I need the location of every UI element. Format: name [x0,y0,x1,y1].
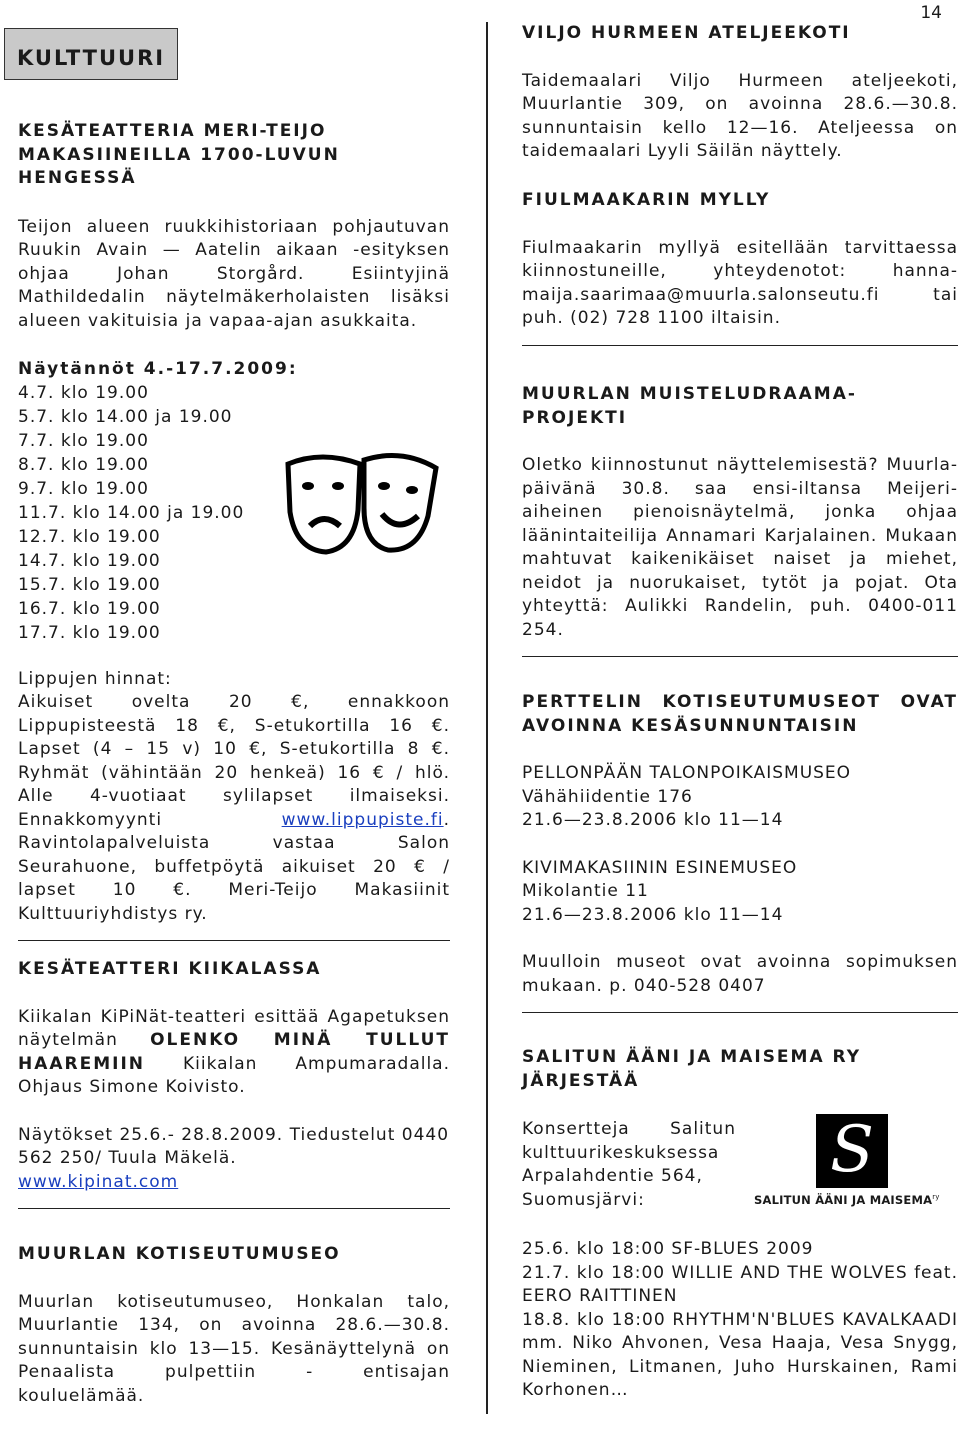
show-date: 17.7. klo 19.00 [18,622,161,643]
logo-letter: S [830,1113,874,1187]
show-date: 14.7. klo 19.00 [18,550,161,571]
show-date: 9.7. klo 19.00 [18,478,149,499]
hurme-heading: VILJO HURMEEN ATELJEEKOTI [522,23,851,43]
heading-line: AVOINNA KESÄSUNNUNTAISIN [522,715,859,736]
separator-rule [522,656,958,657]
show-date: 16.7. klo 19.00 [18,598,161,619]
kotiseutumuseo-article [18,1243,450,1408]
kiikala-text [18,1006,450,1100]
heading-line: MAKASIINEILLA 1700-LUVUN [18,144,340,165]
logo-name: SALITUN ÄÄNI JA MAISEMA [754,1192,933,1207]
heading-line: SALITUN ÄÄNI JA MAISEMA RY [522,1047,862,1067]
muistelu-heading [522,383,958,430]
show-date: 4.7. klo 19.00 [18,382,149,403]
salitun-logo [754,1114,958,1210]
fiulmaakari-text: Fiulmaakarin myllyä esitellään tarvittaessa kiinnostuneille, yhteydenotot: hanna-maija.saarimaa@muurla.salonseutu.fi tai puh. (02) 728 1100 iltaisin. [522,237,958,328]
show-date: 7.7. klo 19.00 [18,430,149,451]
prices-heading: Lippujen hinnat: [18,668,172,689]
show-date: 11.7. klo 14.00 ja 19.00 [18,502,245,523]
show-date: 8.7. klo 19.00 [18,454,149,475]
intro-line: Arpalahdentie 564, [522,1166,703,1186]
prices-text-part: . Ravintolapalveluista vastaa Salon Seurahuone, buffetpöytä aikuiset 20 € / lapset 10 €. Meri-Teijo Makasiinit Kulttuuriyhdistys ry. [18,809,450,924]
hurme-text: Taidemaalari Viljo Hurmeen ateljeekoti, Muurlantie 309, on avoinna 28.6.—30.8. sunnuntaisin kello 12—16. Ateljeessa on taidemaalari Lyyli Säilän näyttely. [522,70,958,161]
museum-line: 21.6—23.8.2006 klo 11—14 [522,810,784,830]
heading-line: MUURLAN MUISTELUDRAAMA- [522,384,857,404]
separator-rule [18,1208,450,1209]
pertteli-heading [522,691,958,738]
show-date: 12.7. klo 19.00 [18,526,161,547]
kiikala-text-part: Kiikalan KiPiNät-teatteri esittää Agapetuksen näytelmän [18,1006,450,1050]
theatre-masks-icon [284,452,440,556]
show-date: 15.7. klo 19.00 [18,574,161,595]
heading-line: PROJEKTI [522,407,628,428]
hurme-article [522,22,958,164]
museum-line: KIVIMAKASIININ ESINEMUSEO [522,857,798,878]
column-divider [486,22,488,1414]
kiikala-shows: Näytökset 25.6.- 28.8.2009. Tiedustelut 0440 562 250/ Tuula Mäkelä. [18,1124,450,1168]
fiulmaakari-heading: FIULMAAKARIN MYLLY [522,190,771,210]
logo-suffix: ry [932,1193,940,1201]
lippupiste-link[interactable]: www.lippupiste.fi [281,809,444,830]
kotiseutumuseo-text: Muurlan kotiseutumuseo, Honkalan talo, Muurlantie 134, on avoinna 28.6.—30.8. sunnuntaisin klo 13—15. Kesänäyttelynä on Penaalista pulpettiin - entisajan kouluelämää. [18,1291,450,1406]
museum-kivimakasiini [522,857,958,928]
kipinat-link[interactable]: www.kipinat.com [18,1171,179,1192]
pertteli-article [522,691,958,1013]
museum-line: 21.6—23.8.2006 klo 11—14 [522,904,784,925]
heading-line: JÄRJESTÄÄ [522,1070,640,1091]
muistelu-text: Oletko kiinnostunut näyttelemisestä? Muurla-päivänä 30.8. saa ensi-iltansa Meijeri-aiheinen pienoisnäytelmä, jonka ohjaa läänintaiteilija Annamari Karjalainen. Mukaan mahtuvat kaikenikäiset naiset ja miehet, neidot ja nuorukaiset, tytöt ja pojat. Ota yhteyttä: Aulikki Randelin, puh. 0400-011 254. [522,455,958,640]
play-title: OLENKO MINÄ TULLUT HAAREMIIN [18,1030,451,1074]
kiikala-article [18,958,450,1209]
kotiseutumuseo-heading: MUURLAN KOTISEUTUMUSEO [18,1244,341,1264]
heading-line: PERTTELIN KOTISEUTUMUSEOT OVAT [522,692,958,712]
logo-text [754,1186,940,1212]
page-number: 14 [920,3,942,23]
fiulmaakari-article [522,189,958,346]
separator-rule [522,1012,958,1013]
heading-line: KESÄTEATTERIA MERI-TEIJO [18,121,327,141]
prices-text [18,691,450,926]
section-label: KULTTUURI [4,28,178,80]
intro-line: Suomusjärvi: [522,1189,645,1210]
meri-teijo-intro: Teijon alueen ruukkihistoriaan pohjautuvan Ruukin Avain — Aatelin aikaan -esityksen ohjaa Johan Storgård. Esiintyjinä Mathildedalin näytelmäkerholaisten lisäksi alueen vakituisia ja vapaa-ajan asukkaita. [18,216,450,331]
kiikala-text-part: Kiikalan Ampumaradalla. Ohjaus Simone Koivisto. [18,1053,450,1097]
museum-pellonpaa [522,762,958,833]
museum-line: Vähähiidentie 176 [522,786,693,807]
prices-text-part: Aikuiset ovelta 20 €, ennakkoon Lippupisteestä 18 €, S-etukortilla 16 €. Lapset (4 – 15 v) 10 €, S-etukortilla 8 €. Ryhmät (vähintään 20 henkeä) 16 € / hlö. Alle 4-vuotiaat sylilapset ilmaiseksi. Ennakkomyynti [18,692,450,830]
salitun-intro [522,1118,736,1212]
museum-line: Mikolantie 11 [522,881,649,901]
separator-rule [522,345,958,346]
concert-list: 25.6. klo 18:00 SF-BLUES 2009 21.7. klo 18:00 WILLIE AND THE WOLVES feat. EERO RAITTINEN 18.8. klo 18:00 RHYTHM'N'BLUES KAVALKAADI mm. Niko Ahvonen, Vesa Haaja, Vesa Snygg, Nieminen, Litmanen, Juho Hurskainen, Rami Korhonen… [522,1239,958,1400]
salitun-heading [522,1046,958,1093]
salitun-article [522,1046,958,1403]
muistelu-article [522,383,958,657]
meri-teijo-heading [18,120,450,191]
intro-line: kulttuurikeskuksessa [522,1142,720,1163]
show-date: 5.7. klo 14.00 ja 19.00 [18,406,233,427]
heading-line: HENGESSÄ [18,168,137,188]
museum-line: PELLONPÄÄN TALONPOIKAISMUSEO [522,763,852,783]
dates-heading: Näytännöt 4.-17.7.2009: [18,359,298,379]
kiikala-heading: KESÄTEATTERI KIIKALASSA [18,959,322,979]
separator-rule [18,940,450,941]
intro-line: Konsertteja Salitun [522,1119,736,1139]
museum-note: Muulloin museot ovat avoinna sopimuksen mukaan. p. 040-528 0407 [522,952,958,996]
